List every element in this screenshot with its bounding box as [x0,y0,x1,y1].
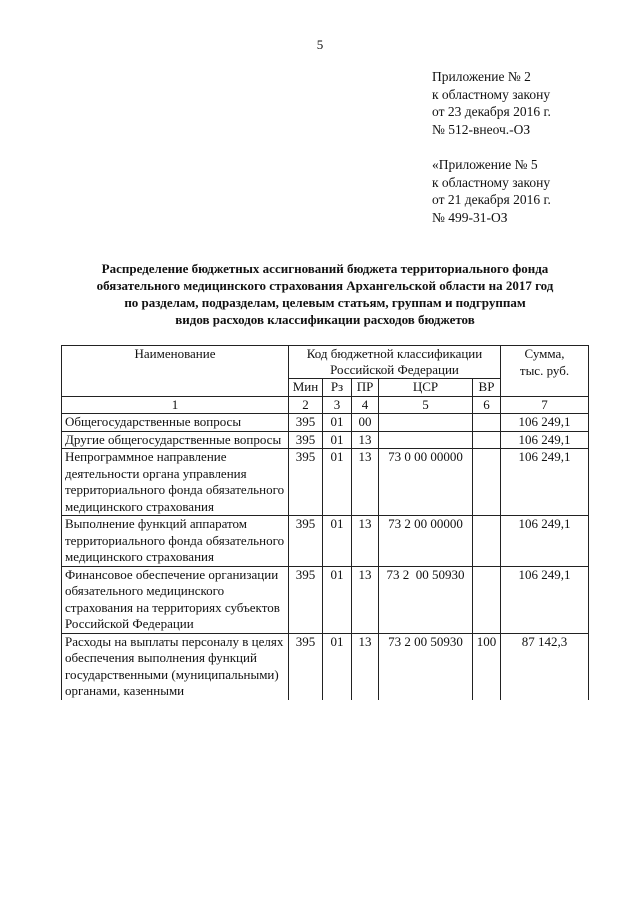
row-pr: 00 [352,414,379,432]
row-vr [473,516,501,567]
appendix-line: к областному закону [432,86,551,102]
table-row [62,633,589,700]
row-min: 395 [289,431,323,449]
header-name: Наименование [62,346,289,397]
appendix-previous-block [432,156,551,226]
table-row [62,566,589,633]
appendix-line: от 21 декабря 2016 г. [432,192,551,207]
row-min: 395 [289,633,323,700]
column-number: 4 [352,396,379,414]
row-sum: 106 249,1 [501,449,589,516]
column-number: 6 [473,396,501,414]
appendix-line: № 499-31-ОЗ [432,209,508,225]
row-vr [473,566,501,633]
page-number: 5 [316,37,324,52]
column-number: 3 [323,396,352,414]
row-csr [379,414,473,432]
appendix-line: «Приложение № 5 [432,157,538,172]
row-sum: 106 249,1 [501,516,589,567]
row-vr [473,449,501,516]
column-number: 5 [379,396,473,414]
appendix-current-block [432,68,551,138]
row-name: Общегосударственные вопросы [62,414,289,432]
document-title [40,260,610,328]
table-row [62,414,589,432]
header-sum: Сумма, тыс. руб. [501,346,589,397]
header-pr: ПР [352,379,379,397]
budget-table [61,345,589,700]
row-rz: 01 [323,633,352,700]
row-sum: 106 249,1 [501,431,589,449]
row-csr: 73 2 00 50930 [379,633,473,700]
appendix-line: № 512-внеоч.-ОЗ [432,121,531,137]
row-pr: 13 [352,431,379,449]
column-number: 2 [289,396,323,414]
row-csr [379,431,473,449]
title-line: Распределение бюджетных ассигнований бюджета территориального фонда [101,261,549,276]
row-rz: 01 [323,414,352,432]
row-min: 395 [289,449,323,516]
row-pr: 13 [352,516,379,567]
row-vr [473,431,501,449]
row-min: 395 [289,516,323,567]
table-row [62,516,589,567]
row-name: Расходы на выплаты персоналу в целях обеспечения выполнения функций государственными (муниципальными) органами, казенными [62,633,289,700]
appendix-line: Приложение № 2 [432,69,531,84]
title-line: обязательного медицинского страхования Архангельской области на 2017 год [96,278,554,293]
row-pr: 13 [352,566,379,633]
row-min: 395 [289,566,323,633]
row-sum: 106 249,1 [501,566,589,633]
appendix-line: от 23 декабря 2016 г. [432,104,551,119]
row-csr: 73 0 00 00000 [379,449,473,516]
column-numbers-row [62,396,589,414]
row-name: Другие общегосударственные вопросы [62,431,289,449]
row-pr: 13 [352,449,379,516]
table-row [62,449,589,516]
row-vr: 100 [473,633,501,700]
title-line: видов расходов классификации расходов бюджетов [175,312,475,327]
header-vr: ВР [473,379,501,397]
column-number: 7 [501,396,589,414]
row-vr [473,414,501,432]
title-line: по разделам, подразделам, целевым статьям, группам и подгруппам [124,295,526,310]
appendix-line: к областному закону [432,174,551,190]
row-name: Непрограммное направление деятельности органа управления территориального фонда обязательного медицинского страхования [62,449,289,516]
row-pr: 13 [352,633,379,700]
header-rz: Рз [323,379,352,397]
row-min: 395 [289,414,323,432]
row-sum: 106 249,1 [501,414,589,432]
row-rz: 01 [323,516,352,567]
row-name: Выполнение функций аппаратом территориального фонда обязательного медицинского страхования [62,516,289,567]
row-name: Финансовое обеспечение организации обязательного медицинского страхования на территориях субъектов Российской Федерации [62,566,289,633]
row-csr: 73 2 00 50930 [379,566,473,633]
row-rz: 01 [323,431,352,449]
table-header-row [62,346,589,379]
table-row [62,431,589,449]
row-rz: 01 [323,449,352,516]
row-sum: 87 142,3 [501,633,589,700]
header-min: Мин [289,379,323,397]
header-csr: ЦСР [379,379,473,397]
row-csr: 73 2 00 00000 [379,516,473,567]
row-rz: 01 [323,566,352,633]
header-code-group: Код бюджетной классификации Российской Федерации [289,346,501,379]
column-number: 1 [62,396,289,414]
